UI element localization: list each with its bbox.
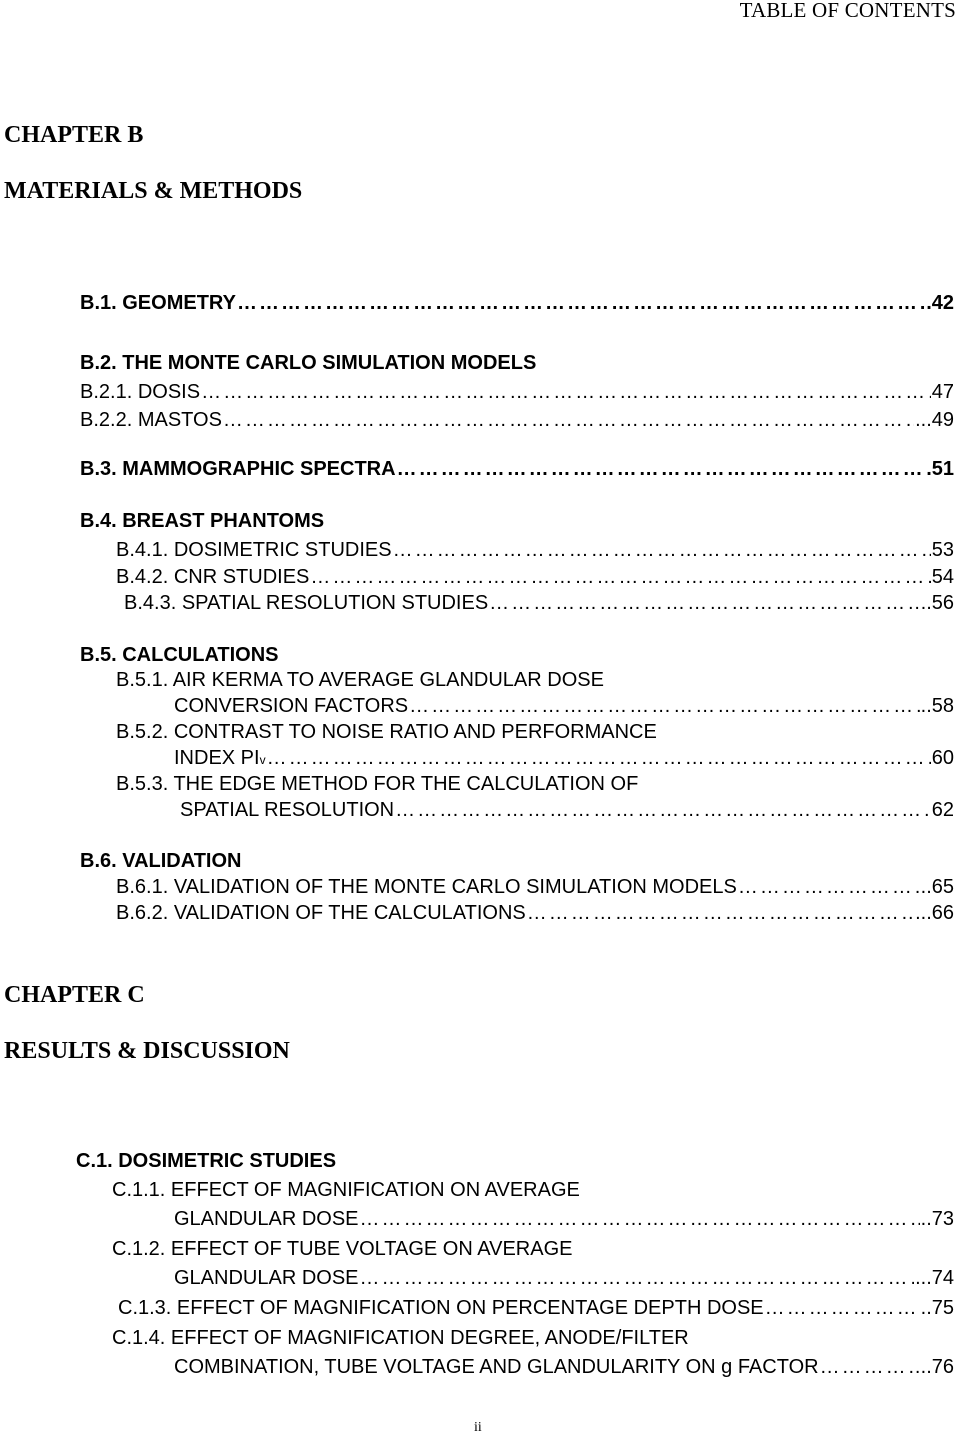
toc-section-b4[interactable] [80, 508, 324, 534]
toc-page-number: .42 [926, 292, 954, 314]
toc-entry-label: B.4.3. SPATIAL RESOLUTION STUDIES [124, 592, 489, 614]
toc-entry-b51[interactable] [116, 667, 604, 693]
toc-entry-label: B.5.3. THE EDGE METHOD FOR THE CALCULATION OF [116, 773, 639, 795]
toc-entry-label: B.4.2. CNR STUDIES [116, 566, 310, 588]
toc-entry-c14[interactable] [112, 1325, 689, 1351]
leader-dots [397, 456, 926, 482]
leader-dots [738, 874, 920, 900]
leader-dots [237, 290, 925, 316]
toc-entry-c13[interactable] [118, 1295, 954, 1321]
toc-page-number: ...66 [915, 902, 954, 924]
chapter-c-number: CHAPTER C [4, 982, 145, 1008]
toc-page-number: ..73 [920, 1208, 954, 1230]
chapter-b-title: MATERIALS & METHODS [4, 178, 303, 204]
leader-dots [395, 797, 931, 823]
toc-page-number: .56 [926, 592, 954, 614]
toc-entry-label: B.4.1. DOSIMETRIC STUDIES [116, 539, 392, 561]
leader-dots [409, 693, 920, 719]
toc-entry-b3[interactable] [80, 456, 954, 482]
toc-entry-label: B.4. BREAST PHANTOMS [80, 510, 325, 532]
subscript-v: v [259, 753, 266, 767]
toc-entry-b52-cont[interactable] [174, 745, 954, 771]
toc-section-b6[interactable] [80, 848, 241, 874]
leader-dots [527, 900, 914, 926]
toc-page-number: 47 [931, 381, 954, 403]
toc-entry-label: B.2.2. MASTOS [80, 409, 222, 431]
toc-page-number: 54 [931, 566, 954, 588]
toc-entry-c12-cont[interactable] [174, 1265, 954, 1291]
leader-dots [489, 590, 925, 616]
toc-entry-label: B.5.1. AIR KERMA TO AVERAGE GLANDULAR DOSE [116, 669, 604, 691]
toc-entry-label: B.5.2. CONTRAST TO NOISE RATIO AND PERFORMANCE [116, 721, 657, 743]
running-header: TABLE OF CONTENTS [739, 0, 956, 22]
chapter-b-number: CHAPTER B [4, 122, 144, 148]
leader-dots [267, 745, 931, 771]
toc-entry-label: B.6.1. VALIDATION OF THE MONTE CARLO SIMULATION MODELS [116, 876, 737, 898]
toc-entry-b61[interactable] [116, 874, 954, 900]
leader-dots [360, 1265, 915, 1291]
toc-section-b5[interactable] [80, 642, 279, 668]
toc-entry-b1[interactable] [80, 290, 954, 316]
toc-entry-c12[interactable] [112, 1236, 572, 1262]
toc-entry-b62[interactable] [116, 900, 954, 926]
leader-dots [360, 1206, 920, 1232]
toc-entry-label: B.6. VALIDATION [80, 850, 242, 872]
toc-entry-b53[interactable] [116, 771, 638, 797]
toc-section-b2[interactable] [80, 350, 536, 376]
toc-entry-c11[interactable] [112, 1177, 580, 1203]
page-number: ii [474, 1420, 482, 1435]
leader-dots [765, 1295, 920, 1321]
leader-dots [223, 407, 914, 433]
toc-page-number: .51 [926, 458, 954, 480]
toc-page-number: ...49 [915, 409, 954, 431]
toc-entry-label: SPATIAL RESOLUTION [180, 799, 395, 821]
toc-entry-b43[interactable] [124, 590, 954, 616]
toc-page-number: 62 [931, 799, 954, 821]
toc-entry-label: B.1. GEOMETRY [80, 292, 236, 314]
toc-entry-c11-cont[interactable] [174, 1206, 954, 1232]
toc-entry-label: B.5. CALCULATIONS [80, 644, 279, 666]
toc-entry-label: B.6.2. VALIDATION OF THE CALCULATIONS [116, 902, 526, 924]
chapter-c-title: RESULTS & DISCUSSION [4, 1038, 290, 1064]
toc-entry-b21[interactable] [80, 379, 954, 405]
toc-entry-label: C.1.4. EFFECT OF MAGNIFICATION DEGREE, ANODE/FILTER [112, 1327, 689, 1349]
toc-entry-b52[interactable] [116, 719, 657, 745]
toc-page-number: ..58 [920, 695, 954, 717]
toc-entry-label: COMBINATION, TUBE VOLTAGE AND GLANDULARITY ON g FACTOR [174, 1356, 819, 1378]
toc-entry-b51-cont[interactable] [174, 693, 954, 719]
toc-entry-label: B.2.1. DOSIS [80, 381, 201, 403]
leader-dots [393, 537, 931, 563]
leader-dots [310, 564, 930, 590]
toc-entry-label: GLANDULAR DOSE [174, 1267, 359, 1289]
toc-entry-label: C.1.3. EFFECT OF MAGNIFICATION ON PERCENTAGE DEPTH DOSE [118, 1297, 764, 1319]
toc-entry-c14-cont[interactable] [174, 1354, 954, 1380]
toc-entry-b41[interactable] [116, 537, 954, 563]
toc-entry-label: CONVERSION FACTORS [174, 695, 409, 717]
toc-page-number: ..76 [920, 1356, 954, 1378]
toc-entry-label: C.1. DOSIMETRIC STUDIES [76, 1150, 337, 1172]
toc-entry-label: B.3. MAMMOGRAPHIC SPECTRA [80, 458, 396, 480]
leader-dots [820, 1354, 920, 1380]
toc-page-number: 53 [931, 539, 954, 561]
toc-entry-label: INDEX PI [174, 747, 260, 769]
toc-page-number: ..75 [920, 1297, 954, 1319]
leader-dots [201, 379, 931, 405]
toc-page-number: ..65 [920, 876, 954, 898]
toc-entry-label: GLANDULAR DOSE [174, 1208, 359, 1230]
toc-entry-label: B.2. THE MONTE CARLO SIMULATION MODELS [80, 352, 537, 374]
toc-entry-label: C.1.1. EFFECT OF MAGNIFICATION ON AVERAGE [112, 1179, 580, 1201]
toc-entry-label: C.1.2. EFFECT OF TUBE VOLTAGE ON AVERAGE [112, 1238, 573, 1260]
toc-section-c1[interactable] [76, 1148, 336, 1174]
toc-page-number: ...74 [915, 1267, 954, 1289]
toc-entry-b42[interactable] [116, 564, 954, 590]
toc-page-number: 60 [931, 747, 954, 769]
toc-entry-b22[interactable] [80, 407, 954, 433]
toc-entry-b53-cont[interactable] [180, 797, 954, 823]
